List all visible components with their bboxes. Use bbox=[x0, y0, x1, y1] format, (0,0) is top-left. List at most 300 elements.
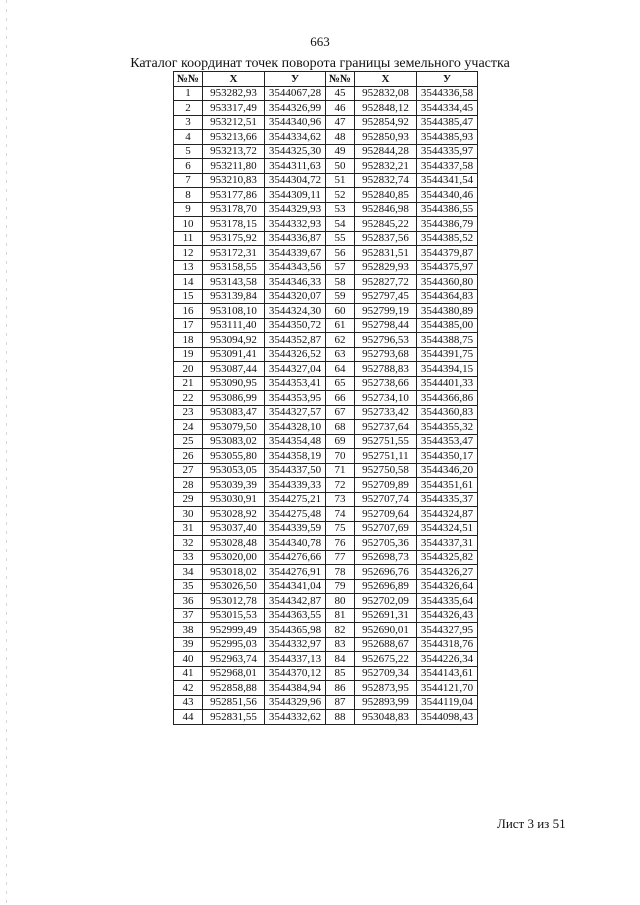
coord-y-cell: 3544304,72 bbox=[265, 173, 326, 188]
coord-y-cell: 3544336,58 bbox=[417, 86, 478, 101]
point-number-cell: 80 bbox=[326, 594, 355, 609]
point-number-cell: 14 bbox=[174, 275, 203, 290]
coord-y-cell: 3544340,96 bbox=[265, 115, 326, 130]
coord-y-cell: 3544325,82 bbox=[417, 550, 478, 565]
header-y-1: У bbox=[265, 72, 326, 87]
coord-x-cell: 953018,02 bbox=[203, 565, 265, 580]
coord-x-cell: 953178,70 bbox=[203, 202, 265, 217]
coord-y-cell: 3544309,11 bbox=[265, 188, 326, 203]
point-number-cell: 5 bbox=[174, 144, 203, 159]
table-row bbox=[174, 115, 478, 130]
coord-x-cell: 952995,03 bbox=[203, 637, 265, 652]
point-number-cell: 55 bbox=[326, 231, 355, 246]
point-number-cell: 21 bbox=[174, 376, 203, 391]
coord-x-cell: 953037,40 bbox=[203, 521, 265, 536]
coord-x-cell: 953210,83 bbox=[203, 173, 265, 188]
point-number-cell: 61 bbox=[326, 318, 355, 333]
catalog-title: Каталог координат точек поворота границы земельного участка bbox=[130, 56, 510, 71]
coord-y-cell: 3544364,83 bbox=[417, 289, 478, 304]
coord-y-cell: 3544385,47 bbox=[417, 115, 478, 130]
point-number-cell: 15 bbox=[174, 289, 203, 304]
coord-y-cell: 3544326,64 bbox=[417, 579, 478, 594]
point-number-cell: 40 bbox=[174, 652, 203, 667]
point-number-cell: 18 bbox=[174, 333, 203, 348]
coord-y-cell: 3544119,04 bbox=[417, 695, 478, 710]
point-number-cell: 39 bbox=[174, 637, 203, 652]
point-number-cell: 31 bbox=[174, 521, 203, 536]
point-number-cell: 58 bbox=[326, 275, 355, 290]
coord-x-cell: 952827,72 bbox=[355, 275, 417, 290]
coord-x-cell: 952709,64 bbox=[355, 507, 417, 522]
point-number-cell: 43 bbox=[174, 695, 203, 710]
point-number-cell: 12 bbox=[174, 246, 203, 261]
table-row bbox=[174, 260, 478, 275]
coord-x-cell: 952829,93 bbox=[355, 260, 417, 275]
coord-y-cell: 3544336,87 bbox=[265, 231, 326, 246]
coord-y-cell: 3544391,75 bbox=[417, 347, 478, 362]
coord-y-cell: 3544327,95 bbox=[417, 623, 478, 638]
coord-x-cell: 952840,85 bbox=[355, 188, 417, 203]
coord-y-cell: 3544353,41 bbox=[265, 376, 326, 391]
point-number-cell: 73 bbox=[326, 492, 355, 507]
table-row bbox=[174, 289, 478, 304]
coord-x-cell: 953028,92 bbox=[203, 507, 265, 522]
coord-x-cell: 952851,56 bbox=[203, 695, 265, 710]
coord-x-cell: 952696,89 bbox=[355, 579, 417, 594]
coord-x-cell: 953087,44 bbox=[203, 362, 265, 377]
coord-y-cell: 3544339,33 bbox=[265, 478, 326, 493]
table-row bbox=[174, 521, 478, 536]
table-row bbox=[174, 420, 478, 435]
table-row bbox=[174, 681, 478, 696]
point-number-cell: 26 bbox=[174, 449, 203, 464]
table-row bbox=[174, 86, 478, 101]
point-number-cell: 76 bbox=[326, 536, 355, 551]
point-number-cell: 85 bbox=[326, 666, 355, 681]
coord-x-cell: 952690,01 bbox=[355, 623, 417, 638]
table-row bbox=[174, 463, 478, 478]
point-number-cell: 54 bbox=[326, 217, 355, 232]
coord-y-cell: 3544340,46 bbox=[417, 188, 478, 203]
coord-x-cell: 953030,91 bbox=[203, 492, 265, 507]
point-number-cell: 1 bbox=[174, 86, 203, 101]
coord-y-cell: 3544326,27 bbox=[417, 565, 478, 580]
coord-y-cell: 3544346,33 bbox=[265, 275, 326, 290]
coord-y-cell: 3544339,59 bbox=[265, 521, 326, 536]
coord-x-cell: 953086,99 bbox=[203, 391, 265, 406]
point-number-cell: 70 bbox=[326, 449, 355, 464]
coord-y-cell: 3544340,78 bbox=[265, 536, 326, 551]
coord-y-cell: 3544388,75 bbox=[417, 333, 478, 348]
header-y-2: У bbox=[417, 72, 478, 87]
coord-x-cell: 952698,73 bbox=[355, 550, 417, 565]
coord-x-cell: 953020,00 bbox=[203, 550, 265, 565]
coord-y-cell: 3544335,97 bbox=[417, 144, 478, 159]
coord-x-cell: 952799,19 bbox=[355, 304, 417, 319]
table-row bbox=[174, 695, 478, 710]
point-number-cell: 65 bbox=[326, 376, 355, 391]
coord-x-cell: 953143,58 bbox=[203, 275, 265, 290]
table-row bbox=[174, 130, 478, 145]
coord-x-cell: 953055,80 bbox=[203, 449, 265, 464]
coord-y-cell: 3544370,12 bbox=[265, 666, 326, 681]
coord-y-cell: 3544143,61 bbox=[417, 666, 478, 681]
point-number-cell: 33 bbox=[174, 550, 203, 565]
coord-x-cell: 953317,49 bbox=[203, 101, 265, 116]
coord-x-cell: 952751,11 bbox=[355, 449, 417, 464]
coord-y-cell: 3544275,21 bbox=[265, 492, 326, 507]
coord-y-cell: 3544335,37 bbox=[417, 492, 478, 507]
table-row bbox=[174, 652, 478, 667]
coord-y-cell: 3544350,72 bbox=[265, 318, 326, 333]
header-x-2: X bbox=[355, 72, 417, 87]
coord-x-cell: 952707,69 bbox=[355, 521, 417, 536]
point-number-cell: 88 bbox=[326, 710, 355, 725]
coord-x-cell: 953211,80 bbox=[203, 159, 265, 174]
coord-x-cell: 952709,34 bbox=[355, 666, 417, 681]
coord-y-cell: 3544384,94 bbox=[265, 681, 326, 696]
coord-y-cell: 3544335,64 bbox=[417, 594, 478, 609]
coord-y-cell: 3544329,93 bbox=[265, 202, 326, 217]
coord-y-cell: 3544324,30 bbox=[265, 304, 326, 319]
coord-y-cell: 3544320,07 bbox=[265, 289, 326, 304]
coord-y-cell: 3544326,43 bbox=[417, 608, 478, 623]
point-number-cell: 86 bbox=[326, 681, 355, 696]
table-row bbox=[174, 347, 478, 362]
coord-x-cell: 952968,01 bbox=[203, 666, 265, 681]
point-number-cell: 49 bbox=[326, 144, 355, 159]
coord-y-cell: 3544343,56 bbox=[265, 260, 326, 275]
point-number-cell: 87 bbox=[326, 695, 355, 710]
coord-x-cell: 952831,51 bbox=[355, 246, 417, 261]
point-number-cell: 2 bbox=[174, 101, 203, 116]
coord-y-cell: 3544346,20 bbox=[417, 463, 478, 478]
point-number-cell: 57 bbox=[326, 260, 355, 275]
point-number-cell: 46 bbox=[326, 101, 355, 116]
coord-y-cell: 3544360,80 bbox=[417, 275, 478, 290]
point-number-cell: 27 bbox=[174, 463, 203, 478]
coord-y-cell: 3544275,48 bbox=[265, 507, 326, 522]
coord-x-cell: 952831,55 bbox=[203, 710, 265, 725]
coord-x-cell: 952738,66 bbox=[355, 376, 417, 391]
point-number-cell: 82 bbox=[326, 623, 355, 638]
point-number-cell: 81 bbox=[326, 608, 355, 623]
coord-x-cell: 953213,66 bbox=[203, 130, 265, 145]
coord-x-cell: 952832,21 bbox=[355, 159, 417, 174]
point-number-cell: 72 bbox=[326, 478, 355, 493]
point-number-cell: 37 bbox=[174, 608, 203, 623]
point-number-cell: 69 bbox=[326, 434, 355, 449]
point-number-cell: 44 bbox=[174, 710, 203, 725]
coord-y-cell: 3544332,97 bbox=[265, 637, 326, 652]
point-number-cell: 23 bbox=[174, 405, 203, 420]
point-number-cell: 28 bbox=[174, 478, 203, 493]
coord-x-cell: 953026,50 bbox=[203, 579, 265, 594]
table-row bbox=[174, 565, 478, 580]
coord-y-cell: 3544332,93 bbox=[265, 217, 326, 232]
table-row bbox=[174, 275, 478, 290]
scan-edge-mark bbox=[6, 0, 7, 905]
point-number-cell: 50 bbox=[326, 159, 355, 174]
coord-y-cell: 3544341,04 bbox=[265, 579, 326, 594]
point-number-cell: 25 bbox=[174, 434, 203, 449]
point-number-cell: 83 bbox=[326, 637, 355, 652]
coord-y-cell: 3544276,66 bbox=[265, 550, 326, 565]
coord-x-cell: 952702,09 bbox=[355, 594, 417, 609]
point-number-cell: 66 bbox=[326, 391, 355, 406]
coord-x-cell: 953282,93 bbox=[203, 86, 265, 101]
coord-y-cell: 3544329,96 bbox=[265, 695, 326, 710]
table-row bbox=[174, 173, 478, 188]
coord-x-cell: 953172,31 bbox=[203, 246, 265, 261]
point-number-cell: 45 bbox=[326, 86, 355, 101]
table-row bbox=[174, 666, 478, 681]
coord-x-cell: 952858,88 bbox=[203, 681, 265, 696]
point-number-cell: 36 bbox=[174, 594, 203, 609]
coord-x-cell: 952798,44 bbox=[355, 318, 417, 333]
coord-x-cell: 952734,10 bbox=[355, 391, 417, 406]
point-number-cell: 8 bbox=[174, 188, 203, 203]
coord-y-cell: 3544324,51 bbox=[417, 521, 478, 536]
point-number-cell: 64 bbox=[326, 362, 355, 377]
header-number-2: №№ bbox=[326, 72, 355, 87]
coord-x-cell: 952751,55 bbox=[355, 434, 417, 449]
coord-x-cell: 953094,92 bbox=[203, 333, 265, 348]
point-number-cell: 29 bbox=[174, 492, 203, 507]
table-row bbox=[174, 159, 478, 174]
point-number-cell: 34 bbox=[174, 565, 203, 580]
coord-x-cell: 953028,48 bbox=[203, 536, 265, 551]
coord-x-cell: 952793,68 bbox=[355, 347, 417, 362]
coord-y-cell: 3544354,48 bbox=[265, 434, 326, 449]
table-row bbox=[174, 217, 478, 232]
point-number-cell: 22 bbox=[174, 391, 203, 406]
coord-x-cell: 953111,40 bbox=[203, 318, 265, 333]
point-number-cell: 7 bbox=[174, 173, 203, 188]
point-number-cell: 24 bbox=[174, 420, 203, 435]
coord-y-cell: 3544276,91 bbox=[265, 565, 326, 580]
coord-x-cell: 953139,84 bbox=[203, 289, 265, 304]
point-number-cell: 17 bbox=[174, 318, 203, 333]
coord-y-cell: 3544067,28 bbox=[265, 86, 326, 101]
coord-y-cell: 3544337,13 bbox=[265, 652, 326, 667]
coord-x-cell: 953053,05 bbox=[203, 463, 265, 478]
coord-y-cell: 3544337,50 bbox=[265, 463, 326, 478]
point-number-cell: 79 bbox=[326, 579, 355, 594]
coord-y-cell: 3544326,52 bbox=[265, 347, 326, 362]
point-number-cell: 13 bbox=[174, 260, 203, 275]
coord-y-cell: 3544341,54 bbox=[417, 173, 478, 188]
coord-x-cell: 953083,47 bbox=[203, 405, 265, 420]
point-number-cell: 4 bbox=[174, 130, 203, 145]
coord-y-cell: 3544353,95 bbox=[265, 391, 326, 406]
coord-x-cell: 953079,50 bbox=[203, 420, 265, 435]
coord-x-cell: 953039,39 bbox=[203, 478, 265, 493]
coord-x-cell: 952733,42 bbox=[355, 405, 417, 420]
point-number-cell: 71 bbox=[326, 463, 355, 478]
coord-y-cell: 3544121,70 bbox=[417, 681, 478, 696]
coord-x-cell: 953083,02 bbox=[203, 434, 265, 449]
table-row bbox=[174, 318, 478, 333]
coord-y-cell: 3544342,87 bbox=[265, 594, 326, 609]
coord-y-cell: 3544353,47 bbox=[417, 434, 478, 449]
table-row bbox=[174, 637, 478, 652]
coord-x-cell: 952705,36 bbox=[355, 536, 417, 551]
coord-x-cell: 952963,74 bbox=[203, 652, 265, 667]
table-row bbox=[174, 449, 478, 464]
coord-x-cell: 952709,89 bbox=[355, 478, 417, 493]
table-row bbox=[174, 579, 478, 594]
point-number-cell: 9 bbox=[174, 202, 203, 217]
coord-y-cell: 3544385,00 bbox=[417, 318, 478, 333]
coord-x-cell: 953048,83 bbox=[355, 710, 417, 725]
coord-x-cell: 952796,53 bbox=[355, 333, 417, 348]
point-number-cell: 74 bbox=[326, 507, 355, 522]
point-number-cell: 42 bbox=[174, 681, 203, 696]
coord-x-cell: 952797,45 bbox=[355, 289, 417, 304]
coord-x-cell: 952854,92 bbox=[355, 115, 417, 130]
table-row bbox=[174, 608, 478, 623]
point-number-cell: 59 bbox=[326, 289, 355, 304]
point-number-cell: 16 bbox=[174, 304, 203, 319]
coord-y-cell: 3544332,62 bbox=[265, 710, 326, 725]
coord-x-cell: 952873,95 bbox=[355, 681, 417, 696]
coord-y-cell: 3544318,76 bbox=[417, 637, 478, 652]
coord-y-cell: 3544366,86 bbox=[417, 391, 478, 406]
point-number-cell: 19 bbox=[174, 347, 203, 362]
table-row bbox=[174, 202, 478, 217]
table-row bbox=[174, 391, 478, 406]
point-number-cell: 35 bbox=[174, 579, 203, 594]
coord-x-cell: 952688,67 bbox=[355, 637, 417, 652]
table-row bbox=[174, 710, 478, 725]
point-number-cell: 53 bbox=[326, 202, 355, 217]
coord-x-cell: 953175,92 bbox=[203, 231, 265, 246]
coordinates-table bbox=[173, 71, 478, 725]
table-row bbox=[174, 405, 478, 420]
coord-y-cell: 3544352,87 bbox=[265, 333, 326, 348]
point-number-cell: 6 bbox=[174, 159, 203, 174]
coord-y-cell: 3544328,10 bbox=[265, 420, 326, 435]
point-number-cell: 63 bbox=[326, 347, 355, 362]
table-row bbox=[174, 623, 478, 638]
coord-y-cell: 3544351,61 bbox=[417, 478, 478, 493]
coord-x-cell: 953091,41 bbox=[203, 347, 265, 362]
coord-y-cell: 3544365,98 bbox=[265, 623, 326, 638]
point-number-cell: 51 bbox=[326, 173, 355, 188]
coord-y-cell: 3544386,55 bbox=[417, 202, 478, 217]
coord-x-cell: 953213,72 bbox=[203, 144, 265, 159]
coord-y-cell: 3544358,19 bbox=[265, 449, 326, 464]
point-number-cell: 52 bbox=[326, 188, 355, 203]
coord-y-cell: 3544401,33 bbox=[417, 376, 478, 391]
coord-y-cell: 3544326,99 bbox=[265, 101, 326, 116]
coord-y-cell: 3544325,30 bbox=[265, 144, 326, 159]
table-row bbox=[174, 333, 478, 348]
table-header-row bbox=[174, 72, 478, 87]
point-number-cell: 67 bbox=[326, 405, 355, 420]
coord-y-cell: 3544385,52 bbox=[417, 231, 478, 246]
coord-x-cell: 953158,55 bbox=[203, 260, 265, 275]
point-number-cell: 30 bbox=[174, 507, 203, 522]
table-row bbox=[174, 478, 478, 493]
table-row bbox=[174, 231, 478, 246]
coord-x-cell: 952845,22 bbox=[355, 217, 417, 232]
coord-x-cell: 952850,93 bbox=[355, 130, 417, 145]
point-number-cell: 48 bbox=[326, 130, 355, 145]
point-number-cell: 60 bbox=[326, 304, 355, 319]
coord-y-cell: 3544334,45 bbox=[417, 101, 478, 116]
sheet-counter: Лист 3 из 51 bbox=[497, 816, 566, 831]
table-row bbox=[174, 507, 478, 522]
coord-y-cell: 3544380,89 bbox=[417, 304, 478, 319]
coord-y-cell: 3544360,83 bbox=[417, 405, 478, 420]
coord-x-cell: 953178,15 bbox=[203, 217, 265, 232]
point-number-cell: 3 bbox=[174, 115, 203, 130]
coord-y-cell: 3544327,57 bbox=[265, 405, 326, 420]
coord-x-cell: 953212,51 bbox=[203, 115, 265, 130]
point-number-cell: 47 bbox=[326, 115, 355, 130]
coord-x-cell: 952893,99 bbox=[355, 695, 417, 710]
point-number-cell: 38 bbox=[174, 623, 203, 638]
coord-x-cell: 952675,22 bbox=[355, 652, 417, 667]
coord-x-cell: 952707,74 bbox=[355, 492, 417, 507]
point-number-cell: 77 bbox=[326, 550, 355, 565]
header-x-1: X bbox=[203, 72, 265, 87]
coord-y-cell: 3544394,15 bbox=[417, 362, 478, 377]
table-row bbox=[174, 144, 478, 159]
coord-x-cell: 952737,64 bbox=[355, 420, 417, 435]
coord-y-cell: 3544339,67 bbox=[265, 246, 326, 261]
coord-x-cell: 952837,56 bbox=[355, 231, 417, 246]
coord-y-cell: 3544355,32 bbox=[417, 420, 478, 435]
coord-x-cell: 952832,74 bbox=[355, 173, 417, 188]
table-row bbox=[174, 304, 478, 319]
coord-y-cell: 3544375,97 bbox=[417, 260, 478, 275]
point-number-cell: 78 bbox=[326, 565, 355, 580]
coord-x-cell: 952788,83 bbox=[355, 362, 417, 377]
coord-x-cell: 952999,49 bbox=[203, 623, 265, 638]
point-number-cell: 11 bbox=[174, 231, 203, 246]
table-row bbox=[174, 376, 478, 391]
point-number-cell: 10 bbox=[174, 217, 203, 232]
header-number-1: №№ bbox=[174, 72, 203, 87]
coord-x-cell: 952848,12 bbox=[355, 101, 417, 116]
coord-x-cell: 952691,31 bbox=[355, 608, 417, 623]
coord-y-cell: 3544379,87 bbox=[417, 246, 478, 261]
point-number-cell: 75 bbox=[326, 521, 355, 536]
coord-x-cell: 953108,10 bbox=[203, 304, 265, 319]
coord-x-cell: 952844,28 bbox=[355, 144, 417, 159]
point-number-cell: 84 bbox=[326, 652, 355, 667]
table-row bbox=[174, 246, 478, 261]
coord-x-cell: 953090,95 bbox=[203, 376, 265, 391]
page-number: 663 bbox=[310, 34, 330, 49]
coord-y-cell: 3544350,17 bbox=[417, 449, 478, 464]
table-row bbox=[174, 536, 478, 551]
coord-y-cell: 3544327,04 bbox=[265, 362, 326, 377]
coord-x-cell: 953012,78 bbox=[203, 594, 265, 609]
point-number-cell: 32 bbox=[174, 536, 203, 551]
table-body bbox=[174, 86, 478, 724]
table-row bbox=[174, 362, 478, 377]
coord-y-cell: 3544334,62 bbox=[265, 130, 326, 145]
table-row bbox=[174, 550, 478, 565]
coord-x-cell: 952846,98 bbox=[355, 202, 417, 217]
table-row bbox=[174, 188, 478, 203]
table-row bbox=[174, 101, 478, 116]
table-row bbox=[174, 594, 478, 609]
